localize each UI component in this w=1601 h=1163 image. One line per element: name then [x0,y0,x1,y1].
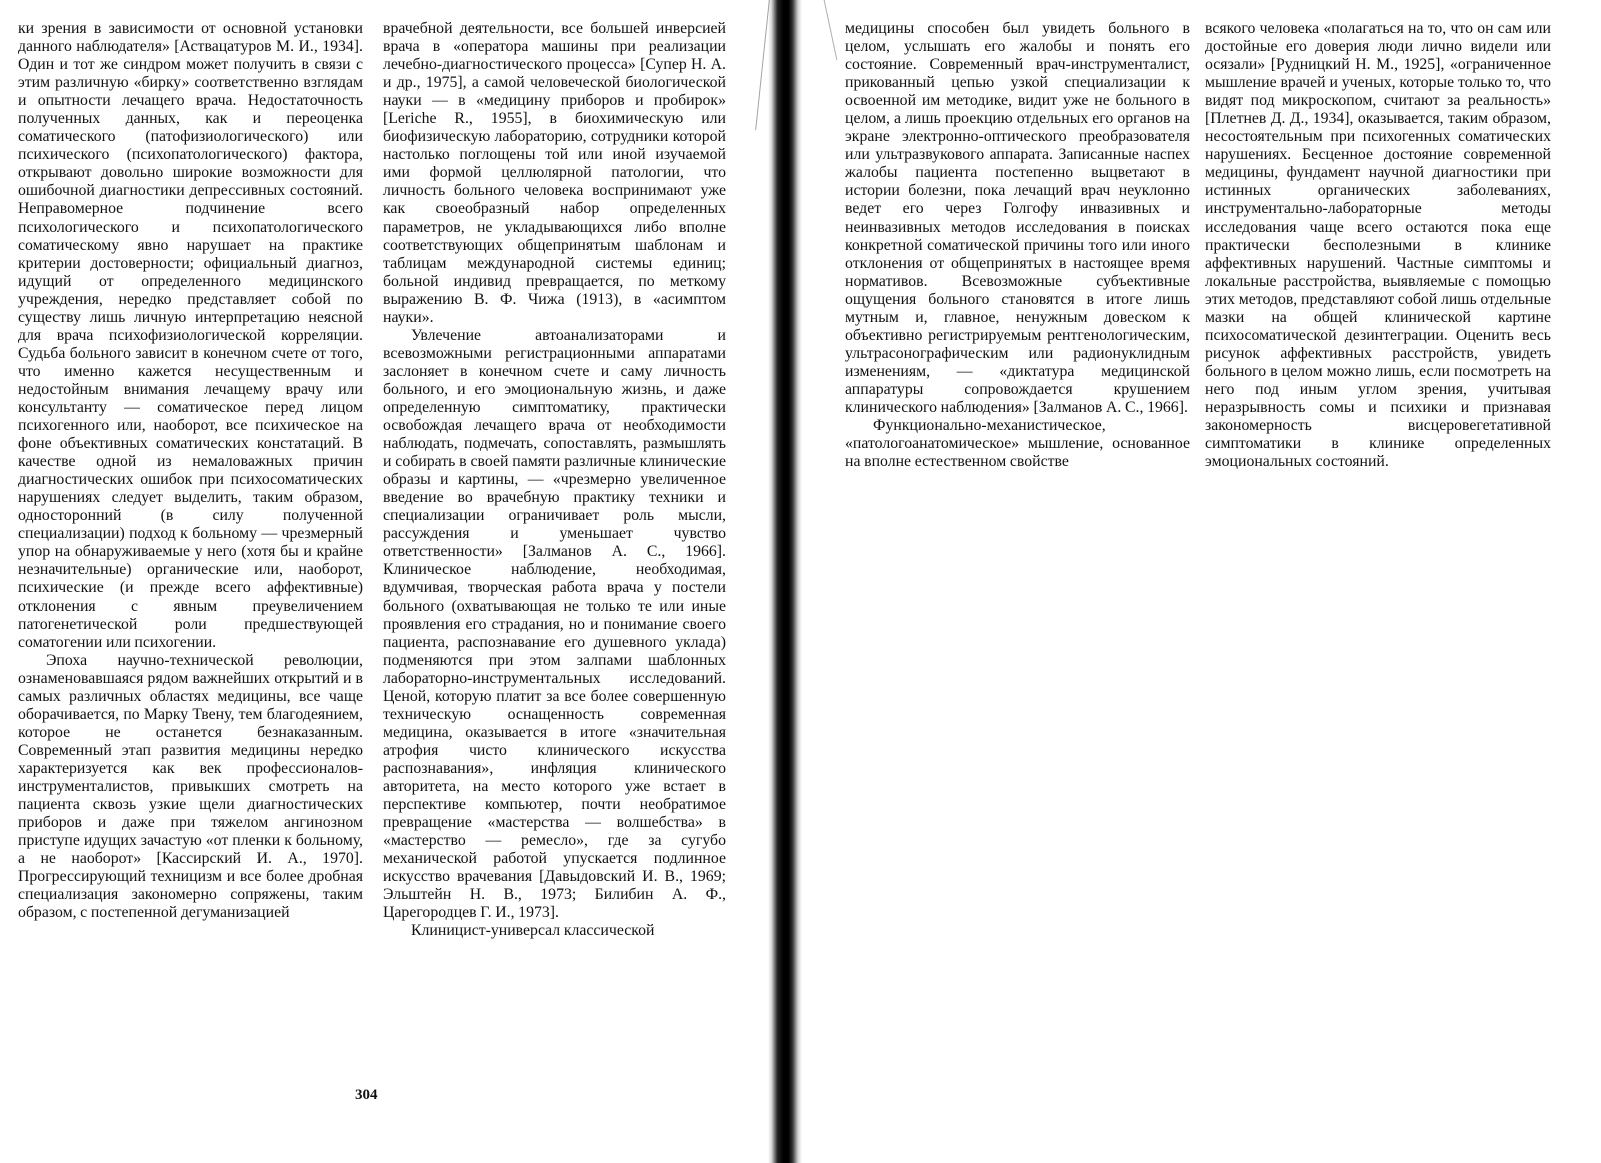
paragraph: врачебной деятельности, все большей инверсией врача в «оператора машины при реализации лечебно-диагностического процесса» [Супер Н. А. и др., 1975], а самой человеческой биологической науки — в «медицину приборов и пробирок» [Leriche R., 1955], в биохимическую или биофизическую лабораторию, сотрудники которой настолько поглощены той или иной изучаемой ими формой целлюлярной патологии, что личность больного человека воспринимают уже как своеобразный набор определенных параметров, не укладывающихся либо вполне соответствующих общепринятым шаблонам и таблицам международной системы единиц; больной индивид превращается, по меткому выражению В. Ф. Чижа (1913), в «асимптом науки». [383,20,726,326]
paragraph: Функционально-механистическое, «патологоанатомическое» мышление, основанное на вполне естественном свойстве [845,417,1190,471]
text-column-4 [1205,20,1551,471]
binding-shadow [768,0,802,1163]
paragraph: всякого человека «полагаться на то, что он сам или достойные его доверия люди лично видели или осязали» [Рудницкий Н. М., 1925], «ограниченное мышление врачей и ученых, которые только то, что видят под микроскопом, считают за реальность» [Плетнев Д. Д., 1934], оказывается, таким образом, несостоятельным при психогенных соматических нарушениях. Бесценное достояние современной медицины, фундамент научной диагностики при истинных органических заболеваниях, инструментально-лабораторные методы исследования чаще всего остаются пока еще практически бесполезными в клинике аффективных нарушений. Частные симптомы и локальные расстройства, выявляемые с помощью этих методов, представляют собой лишь отдельные мазки на общей клинической картине психосоматической дезинтеграции. Оценить весь рисунок аффективных расстройств, увидеть больного в целом можно лишь, если посмотреть на него под иным углом зрения, учитывая неразрывность сомы и психики и признавая закономерность висцеровегетативной симптоматики в клинике определенных эмоциональных состояний. [1205,20,1551,471]
text-column-2 [383,20,726,940]
paragraph: ки зрения в зависимости от основной установки данного наблюдателя» [Аствацатуров М. И., 1934]. Один и тот же синдром может получить в связи с этим различную «бирку» соответственно взглядам и опытности лечащего врача. Недостаточность полученных данных, как и переоценка соматического (патофизиологического) или психического (психопатологического) фактора, открывают довольно широкие возможности для ошибочной диагностики депрессивных состояний. Неправомерное подчинение всего психологического и психопатологического соматическому явно нарушает на практике критерии достоверности; официальный диагноз, идущий от определенного медицинского учреждения, нередко представляет собой по существу лишь личную интерпретацию неясной для врача психофизиологической корреляции. Судьба больного зависит в конечном счете от того, что именно кажется несущественным и недостойным внимания лечащему врачу или консультанту — соматическое перед лицом психогенного или, наоборот, все психическое на фоне объективных соматических констатаций. В качестве одной из немаловажных причин диагностических ошибок при психосоматических нарушениях следует выделить, таким образом, односторонний (в силу полученной специализации) подход к больному — чрезмерный упор на обнаруживаемые у него (хотя бы и крайне незначительные) органические или, наоборот, психические (и прежде всего аффективные) отклонения с явным преувеличением патогенетической роли предшествующей соматогении или психогении. [18,20,363,651]
text-column-1 [18,20,363,922]
paragraph: Эпоха научно-технической революции, ознаменовавшаяся рядом важнейших открытий и в самых различных областях медицины, все чаще оборачивается, по Марку Твену, тем благодеянием, которое не останется безнаказанным. Современный этап развития медицины нередко характеризуется как век профессионалов-инструменталистов, привыкших смотреть на пациента сквозь узкие щели диагностических приборов и даже при тяжелом ангинозном приступе идущих зачастую «от пленки к больному, а не наоборот» [Кассирский И. А., 1970]. Прогрессирующий техницизм и все более дробная специализация закономерно сопряжены, таким образом, с постепенной дегуманизацией [18,651,363,922]
paragraph: Клиницист-универсал классической [411,922,655,940]
paragraph: Увлечение автоанализаторами и всевозможными регистрационными аппаратами заслоняет в конечном счете и саму личность больного, и его эмоциональную жизнь, и даже определенную симптоматику, практически освобождая лечащего врача от необходимости наблюдать, подмечать, сопоставлять, размышлять и собирать в своей памяти различные клинические образы и картины, — «чрезмерно увеличенное введение во врачебную практику техники и специализации ограничивает роль мысли, рассуждения и уменьшает чувство ответственности» [Залманов А. С., 1966]. Клиническое наблюдение, необходимая, вдумчивая, творческая работа врача у постели больного (охватывающая не только те или иные проявления его страдания, но и понимание своего пациента, распознавание его душевного уклада) подменяются при этом залпами шаблонных лабораторно-инструментальных исследований. Ценой, которую платит за все более совершенную техническую оснащенность современная медицина, оказывается в итоге «значительная атрофия чисто клинического искусства распознавания», инфляция клинического авторитета, на место которого уже встает в перспективе компьютер, почти необратимое превращение «мастерства — волшебства» в «мастерство — ремесло», где за сугубо механической работой упускается подлинное искусство врачевания [Давыдовский И. В., 1969; Эльштейн Н. В., 1973; Билибин А. Ф., Царегородцев Г. И., 1973]. [383,326,726,922]
page-number: 304 [355,1087,378,1103]
paragraph: медицины способен был увидеть больного в целом, услышать его жалобы и понять его состояние. Современный врач-инструменталист, прикованный цепью узкой специализации к освоенной им методике, видит уже не больного в целом, а лишь проекцию отдельных его органов на экране электронно-оптического преобразователя или ультразвукового аппарата. Записанные наспех жалобы пациента постепенно выцветают в истории болезни, пока лечащий врач неуклонно ведет его через Голгофу инвазивных и неинвазивных методов исследования в поисках конкретной соматической причины того или иного отклонения от общепринятых в настоящее время нормативов. Всевозможные субъективные ощущения больного становятся в итоге лишь мутным и, главное, ненужным довеском к объективно регистрируемым рентгенологическим, ультрасонографическим или радионуклидным изменениям, — «диктатура медицинской аппаратуры сопровождается крушением клинического наблюдения» [Залманов А. С., 1966]. [845,20,1190,416]
text-column-3 [845,20,1190,471]
